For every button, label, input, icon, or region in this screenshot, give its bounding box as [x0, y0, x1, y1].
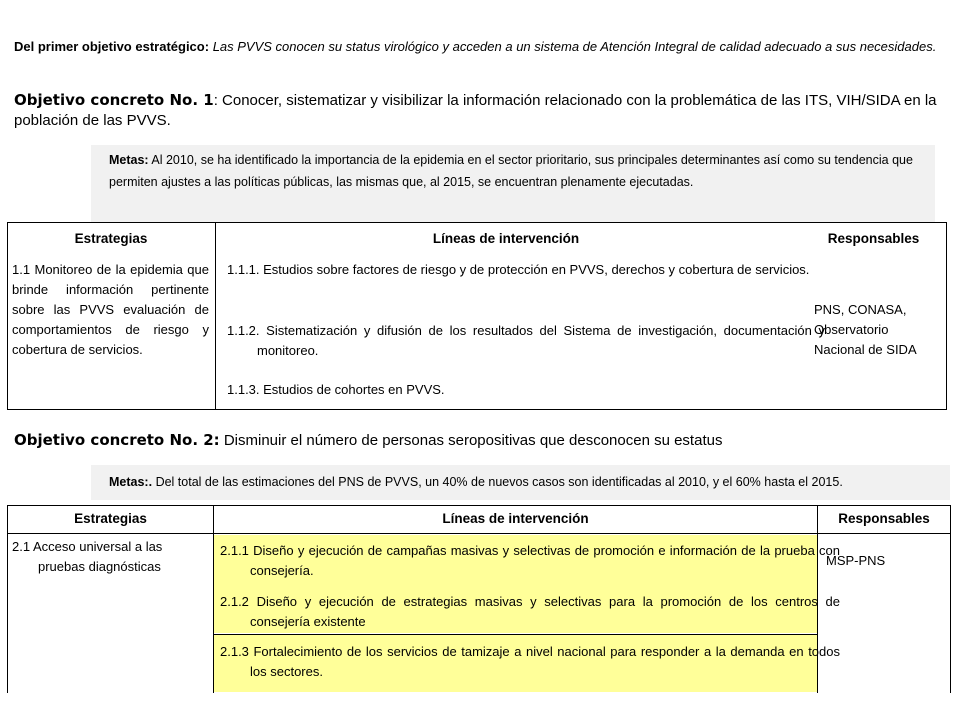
- table-2-right-border: [950, 505, 951, 693]
- objective-2-paragraph: [14, 430, 958, 451]
- strategic-objective-paragraph: Del primer objetivo estratégico: Las PVVS conocen su status virológico y acceden a un sistema de Atención Integral de calidad adecuado a sus necesidades.: [14, 39, 937, 54]
- table-2-line-2: 2.1.2 Diseño y ejecución de estrategias masivas y selectivas para la promoción de los centros de consejería existente: [220, 594, 840, 629]
- table-1-responsables: PNS, CONASA, Observatorio Nacional de SIDA: [814, 302, 917, 357]
- objective-2-text: Disminuir el número de personas seropositivas que desconocen su estatus: [223, 432, 723, 449]
- objective-2-metas-text: Del total de las estimaciones del PNS de PVVS, un 40% de nuevos casos son identificadas al 2010, y el 60% hasta el 2015.: [155, 475, 843, 489]
- objective-1-label: Objetivo concreto No. 1: [14, 91, 214, 109]
- table-1-header-lineas: Líneas de intervención: [432, 231, 580, 246]
- objective-1-metas-label: Metas:: [109, 153, 149, 167]
- table-1-strategy: 1.1 Monitoreo de la epidemia que brinde información pertinente sobre las PVVS evaluación de comportamientos de riesgo y cobertura de servicios.: [12, 262, 209, 357]
- table-2-line-3: 2.1.3 Fortalecimiento de los servicios de tamizaje a nivel nacional para responder a la demanda en todos los sectores.: [220, 644, 840, 679]
- table-2-left-border: [7, 505, 8, 693]
- table-1-header-responsables: Responsables: [827, 231, 920, 246]
- objective-1-paragraph: Objetivo concreto No. 1: Conocer, sistematizar y visibilizar la información relacionado con la problemática de las ITS, VIH/SIDA en la población de las PVVS.: [14, 91, 937, 129]
- table-2-responsables: MSP-PNS: [826, 553, 886, 568]
- table-2-header-estrategias: Estrategias: [74, 511, 147, 526]
- table-1-line-2: 1.1.2. Sistematización y difusión de los resultados del Sistema de investigación, documentación y monitoreo.: [227, 323, 825, 358]
- table-2-line-1: 2.1.1 Diseño y ejecución de campañas masivas y selectivas de promoción e información de la prueba con consejería.: [220, 543, 840, 578]
- strategic-objective-label: Del primer objetivo estratégico: [14, 39, 205, 54]
- table-2-strategy: [12, 537, 208, 577]
- table-1-header-estrategias: Estrategias: [74, 231, 148, 246]
- objective-1-text: Conocer, sistematizar y visibilizar la información relacionado con la problemática de las ITS, VIH/SIDA en la población de las PVVS.: [14, 92, 937, 129]
- table-2-strategy-text: 2.1 Acceso universal a las pruebas diagnósticas: [12, 539, 163, 574]
- table-1-line-3: 1.1.3. Estudios de cohortes en PVVS.: [227, 382, 445, 397]
- objective-2-label: Objetivo concreto No. 2:: [14, 431, 220, 449]
- objective-2-metas-box: [91, 465, 950, 500]
- objective-1-metas-box: [91, 145, 935, 222]
- table-2-header-responsables: Responsables: [838, 511, 930, 526]
- objective-1-metas-text: Al 2010, se ha identificado la importancia de la epidemia en el sector prioritario, sus principales determinantes así como su tendencia que permiten ajustes a las políticas públicas, las mismas que, al 2015, se encuentran plenamente ejecutadas.: [109, 153, 913, 189]
- table-divider: [215, 222, 216, 410]
- table-1-line-1: 1.1.1. Estudios sobre factores de riesgo y de protección en PVVS, derechos y cobertura de servicios.: [227, 262, 810, 277]
- table-2-header-lineas: Líneas de intervención: [442, 511, 589, 526]
- table-2-top-border: [7, 505, 951, 506]
- table-2-header-border: [7, 533, 951, 534]
- strategic-objective-text: Las PVVS conocen su status virológico y acceden a un sistema de Atención Integral de calidad adecuado a sus necesidades.: [212, 39, 937, 54]
- objective-2-metas-label: Metas:.: [109, 475, 153, 489]
